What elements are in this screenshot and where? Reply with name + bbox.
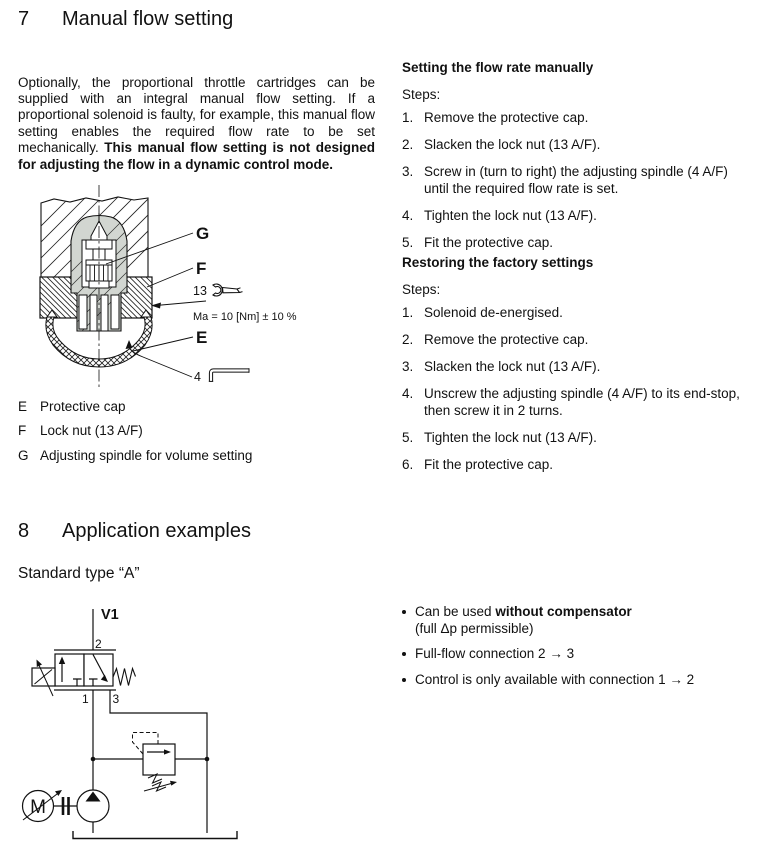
section7-intro-paragraph	[18, 75, 375, 173]
spring-symbol	[113, 669, 136, 686]
junction-dot-left	[91, 757, 96, 762]
bullet-control-text: Control is only available with connection 1 → 2	[415, 671, 695, 687]
setting-steps-label: Steps:	[402, 86, 441, 102]
torque-note: Ma = 10 [Nm] ± 10 %	[193, 311, 297, 323]
proportional-solenoid-symbol	[32, 660, 55, 697]
port-1-label: 1	[82, 692, 89, 706]
setting-step-5: 5. Fit the protective cap.	[402, 234, 554, 250]
leader-wrench	[156, 301, 206, 306]
bullet-control	[402, 672, 750, 689]
bullet-dot	[402, 604, 415, 637]
intro-bold-text: This manual flow setting is not designed for adjusting the flow in a dynamic control mode.	[18, 140, 375, 172]
legend-row-g	[18, 448, 252, 463]
section8-heading	[18, 520, 251, 543]
adjustable-spring-symbol	[148, 774, 166, 791]
section7-heading	[18, 8, 233, 31]
setting-step-3: 3. Screw in (turn to right) the adjusting spindle (4 A/F) until the required flow rate is set.	[402, 164, 728, 196]
restoring-step-2: 2. Remove the protective cap.	[402, 332, 589, 347]
manual-flow-setting-figure	[30, 183, 330, 398]
restoring-steps-label: Steps:	[402, 281, 441, 297]
pressure-relief-valve	[133, 733, 178, 792]
setting-block-heading: Setting the flow rate manually	[402, 60, 594, 75]
port-2-label: 2	[95, 637, 102, 651]
setting-step-2: 2. Slacken the lock nut (13 A/F).	[402, 137, 601, 152]
standard-type-a-subheading: Standard type “A”	[18, 565, 140, 582]
restoring-step-4: 4. Unscrew the adjusting spindle (4 A/F) to its end-stop, then screw it in 2 turns.	[402, 386, 740, 418]
bullet-dot	[402, 672, 415, 689]
section8-title: Application examples	[62, 520, 251, 542]
legend-row-f	[18, 423, 252, 438]
wrench-size-label: 13	[193, 284, 207, 298]
application-bullets	[402, 604, 750, 697]
legend-key-g: G	[18, 447, 29, 463]
section7-title: Manual flow setting	[62, 8, 234, 30]
hydraulic-circuit-figure	[15, 600, 255, 850]
motor-letter: M	[30, 797, 46, 818]
valve-id-label: V1	[101, 607, 119, 623]
figure-legend	[18, 399, 252, 472]
legend-text-g: Adjusting spindle for volume setting	[40, 447, 253, 463]
legend-key-f: F	[18, 423, 27, 439]
legend-row-e	[18, 399, 252, 414]
junction-dot-right	[205, 757, 210, 762]
legend-text-e: Protective cap	[40, 399, 126, 414]
figure-label-e: E	[196, 328, 208, 347]
legend-text-f: Lock nut (13 A/F)	[40, 423, 143, 439]
port-3-label: 3	[112, 692, 120, 706]
restoring-block-heading: Restoring the factory settings	[402, 255, 594, 270]
section8-number: 8	[18, 520, 30, 542]
restoring-step-1: 1. Solenoid de-energised.	[402, 305, 563, 320]
tank-symbol	[73, 831, 237, 839]
restoring-step-3: 3. Slacken the lock nut (13 A/F).	[402, 359, 601, 374]
figure-label-f: F	[196, 259, 207, 278]
restoring-factory-settings-block	[402, 255, 750, 484]
intro-normal-text: Optionally, the proportional throttle cartridges can be supplied with an integral manual flow setting. If a proportional solenoid is faulty, for example, this manual flow setting enables the required flow rate to be set mechanically.	[18, 74, 375, 156]
leader-f	[147, 268, 193, 287]
restoring-step-5: 5. Tighten the lock nut (13 A/F).	[402, 429, 597, 445]
proportional-throttle-valve	[32, 650, 136, 696]
bullet-compensator	[402, 604, 750, 637]
setting-step-1: 1. Remove the protective cap.	[402, 110, 589, 125]
section7-number: 7	[18, 8, 30, 30]
bullet-full-flow	[402, 646, 750, 663]
setting-step-4: 4. Tighten the lock nut (13 A/F).	[402, 207, 597, 223]
restoring-step-6: 6. Fit the protective cap.	[402, 456, 554, 472]
pump-symbol	[77, 790, 109, 822]
wrench-icon	[213, 284, 243, 296]
figure-label-g: G	[196, 224, 210, 243]
bullet-dot	[402, 646, 415, 663]
legend-key-e: E	[18, 399, 28, 414]
bullet-full-flow-text: Full-flow connection 2 → 3	[415, 646, 575, 661]
bullet-compensator-text: Can be used without compensator (full Δp permissible)	[415, 604, 632, 636]
hex-key-icon	[209, 368, 249, 381]
hex-key-arrowhead	[126, 340, 133, 349]
pipes	[93, 609, 207, 833]
hex-key-size-label: 4	[194, 370, 201, 384]
setting-flow-rate-block	[402, 60, 750, 262]
shaft-coupling	[54, 797, 78, 815]
